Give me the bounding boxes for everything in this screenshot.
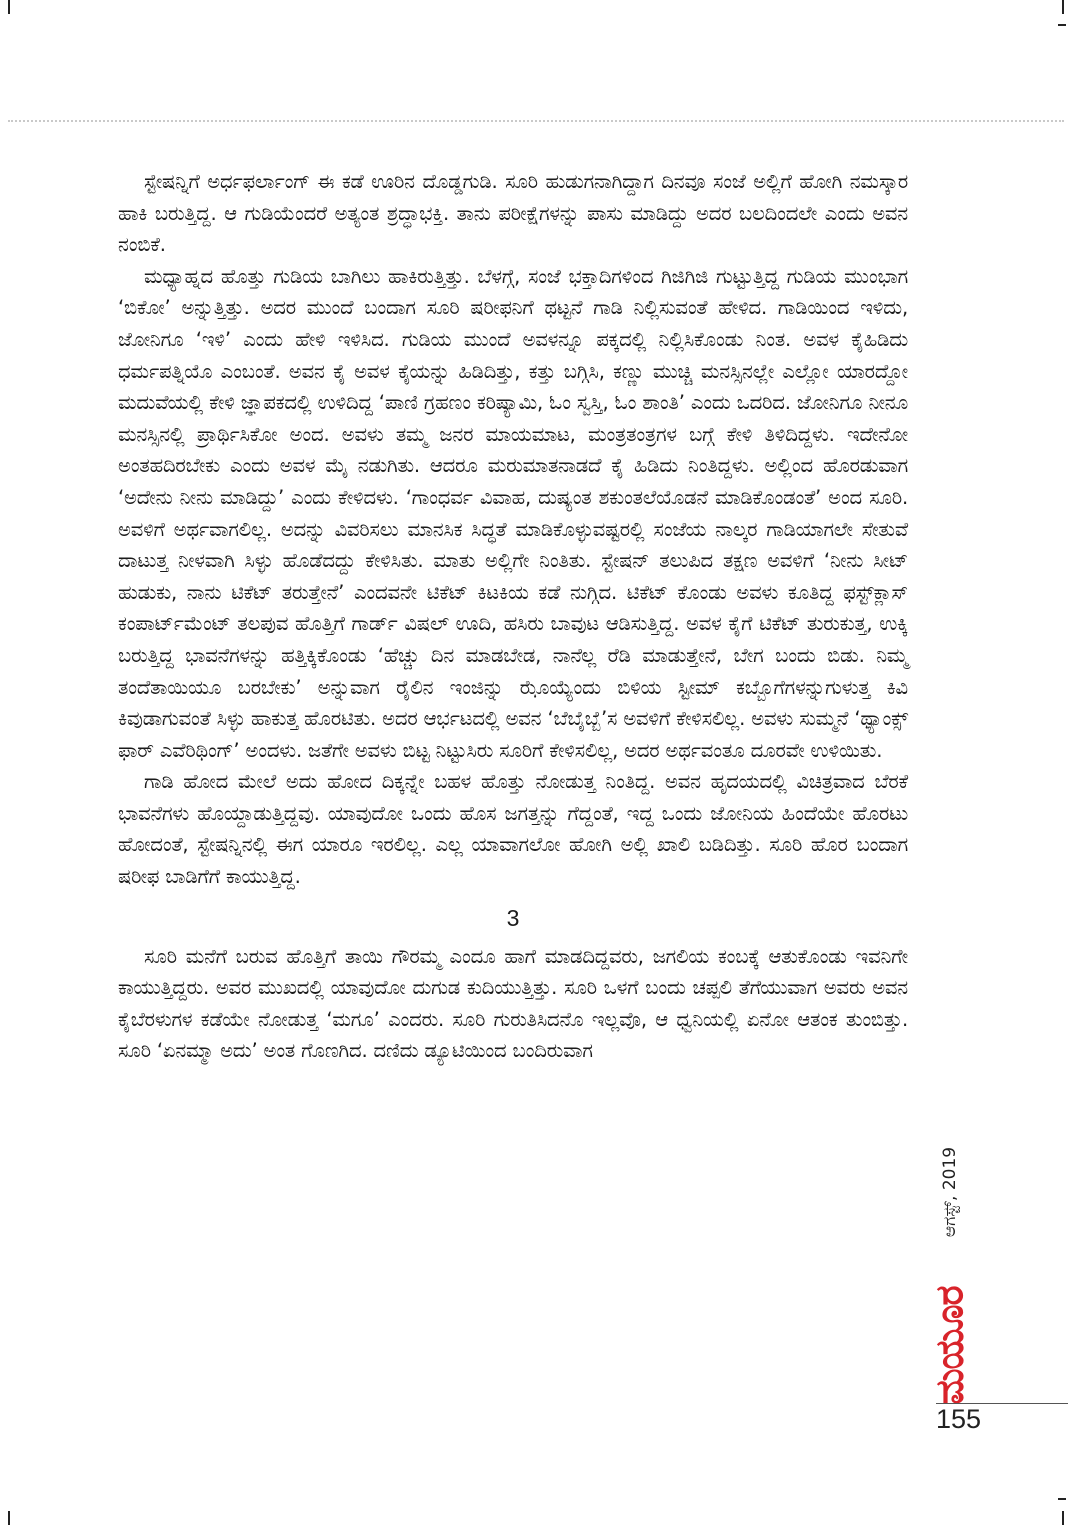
issue-date <box>920 1112 980 1272</box>
section-number: 3 <box>506 904 520 931</box>
magazine-logo-text: ಮಯೂರ <box>927 1285 972 1405</box>
crop-mark-right-lower <box>1058 1498 1066 1500</box>
crop-mark-bottom-left <box>8 1511 10 1525</box>
magazine-logo <box>918 1285 982 1405</box>
crop-mark-bottom-right <box>1062 1511 1064 1525</box>
crop-mark-top-left <box>8 0 10 14</box>
crop-mark-right-upper <box>1058 24 1066 26</box>
paragraph: ಸ್ಟೇಷನ್ನಿಗೆ ಅರ್ಧಫರ್ಲಾಂಗ್ ಈ ಕಡೆ ಊರಿನ ದೊಡ್ಡಗುಡಿ. ಸೂರಿ ಹುಡುಗನಾಗಿದ್ದಾಗ ದಿನವೂ ಸಂಜೆ ಅಲ್ಲಿಗೆ ಹೋಗಿ ನಮಸ್ಕಾರ ಹಾಕಿ ಬರುತ್ತಿದ್ದ. ಆ ಗುಡಿಯೆಂದರೆ ಅತ್ಯಂತ ಶ್ರದ್ಧಾಭಕ್ತಿ. ತಾನು ಪರೀಕ್ಷೆಗಳನ್ನು ಪಾಸು ಮಾಡಿದ್ದು ಅದರ ಬಲದಿಂದಲೇ ಎಂದು ಅವನ ನಂಬಿಕೆ. <box>118 170 908 257</box>
paragraph: ಮಧ್ಯಾಹ್ನದ ಹೊತ್ತು ಗುಡಿಯ ಬಾಗಿಲು ಹಾಕಿರುತ್ತಿತ್ತು. ಬೆಳಗ್ಗೆ, ಸಂಜೆ ಭಕ್ತಾದಿಗಳಿಂದ ಗಿಜಿಗಿಜಿ ಗುಟ್ಟುತ್ತಿದ್ದ ಗುಡಿಯ ಮುಂಭಾಗ ‘ಬಿಕೋ’ ಅನ್ನುತ್ತಿತ್ತು. ಅದರ ಮುಂದೆ ಬಂದಾಗ ಸೂರಿ ಷರೀಫನಿಗೆ ಥಟ್ಟನೆ ಗಾಡಿ ನಿಲ್ಲಿಸುವಂತೆ ಹೇಳಿದ. ಗಾಡಿಯಿಂದ ಇಳಿದು, ಜೋನಿಗೂ ‘ಇಳಿ’ ಎಂದು ಹೇಳಿ ಇಳಿಸಿದ. ಗುಡಿಯ ಮುಂದೆ ಅವಳನ್ನೂ ಪಕ್ಕದಲ್ಲಿ ನಿಲ್ಲಿಸಿಕೊಂಡು ನಿಂತ. ಅವಳ ಕೈಹಿಡಿದು ಧರ್ಮಪತ್ನಿಯೊ ಎಂಬಂತೆ. ಅವನ ಕೈ ಅವಳ ಕೈಯನ್ನು ಹಿಡಿದಿತ್ತು, ಕತ್ತು ಬಗ್ಗಿಸಿ, ಕಣ್ಣು ಮುಚ್ಚಿ ಮನಸ್ಸಿನಲ್ಲೇ ಎಲ್ಲೋ ಯಾರದ್ದೋ ಮದುವೆಯಲ್ಲಿ ಕೇಳಿ ಜ್ಞಾಪಕದಲ್ಲಿ ಉಳಿದಿದ್ದ ‘ಪಾಣಿ ಗ್ರಹಣಂ ಕರಿಷ್ಯಾಮಿ, ಓಂ ಸ್ವಸ್ತಿ, ಓಂ ಶಾಂತಿ’ ಎಂದು ಒದರಿದ. ಜೋನಿಗೂ ನೀನೂ ಮನಸ್ಸಿನಲ್ಲಿ ಪ್ರಾರ್ಥಿಸಿಕೋ ಅಂದ. ಅವಳು ತಮ್ಮ ಜನರ ಮಾಯಮಾಟ, ಮಂತ್ರತಂತ್ರಗಳ ಬಗ್ಗೆ ಕೇಳಿ ತಿಳಿದಿದ್ದಳು. ಇದೇನೋ ಅಂತಹದಿರಬೇಕು ಎಂದು ಅವಳ ಮೈ ನಡುಗಿತು. ಆದರೂ ಮರುಮಾತನಾಡದೆ ಕೈ ಹಿಡಿದು ನಿಂತಿದ್ದಳು. ಅಲ್ಲಿಂದ ಹೊರಡುವಾಗ ‘ಅದೇನು ನೀನು ಮಾಡಿದ್ದು’ ಎಂದು ಕೇಳಿದಳು. ‘ಗಾಂಧರ್ವ ವಿವಾಹ, ದುಷ್ಯಂತ ಶಕುಂತಲೆಯೊಡನೆ ಮಾಡಿಕೊಂಡಂತೆ’ ಅಂದ ಸೂರಿ. ಅವಳಿಗೆ ಅರ್ಥವಾಗಲಿಲ್ಲ. ಅದನ್ನು ವಿವರಿಸಲು ಮಾನಸಿಕ ಸಿದ್ಧತೆ ಮಾಡಿಕೊಳ್ಳುವಷ್ಟರಲ್ಲಿ ಸಂಜೆಯ ನಾಲ್ಕರ ಗಾಡಿಯಾಗಲೇ ಸೇತುವೆ ದಾಟುತ್ತ ನೀಳವಾಗಿ ಸಿಳ್ಳು ಹೊಡೆದದ್ದು ಕೇಳಿಸಿತು. ಮಾತು ಅಲ್ಲಿಗೇ ನಿಂತಿತು. ಸ್ಟೇಷನ್ ತಲುಪಿದ ತಕ್ಷಣ ಅವಳಿಗೆ ‘ನೀನು ಸೀಟ್ ಹುಡುಕು, ನಾನು ಟಿಕೆಟ್ ತರುತ್ತೇನೆ’ ಎಂದವನೇ ಟಿಕೆಟ್ ಕಿಟಕಿಯ ಕಡೆ ನುಗ್ಗಿದ. ಟಿಕೆಟ್ ಕೊಂಡು ಅವಳು ಕೂತಿದ್ದ ಫಸ್ಟ್‌ಕ್ಲಾಸ್ ಕಂಪಾರ್ಟ್‌ಮೆಂಟ್ ತಲಪುವ ಹೊತ್ತಿಗೆ ಗಾರ್ಡ್ ವಿಷಲ್ ಊದಿ, ಹಸಿರು ಬಾವುಟ ಆಡಿಸುತ್ತಿದ್ದ. ಅವಳ ಕೈಗೆ ಟಿಕೆಟ್ ತುರುಕುತ್ತ, ಉಕ್ಕಿ ಬರುತ್ತಿದ್ದ ಭಾವನೆಗಳನ್ನು ಹತ್ತಿಕ್ಕಿಕೊಂಡು ‘ಹೆಚ್ಚು ದಿನ ಮಾಡಬೇಡ, ನಾನೆಲ್ಲ ರೆಡಿ ಮಾಡುತ್ತೇನೆ, ಬೇಗ ಬಂದು ಬಿಡು. ನಿಮ್ಮ ತಂದೆತಾಯಿಯೂ ಬರಬೇಕು’ ಅನ್ನುವಾಗ ರೈಲಿನ ಇಂಜಿನ್ನು ಝೊಯ್ಯೆಂದು ಬಿಳಿಯ ಸ್ಟೀಮ್ ಕಬ್ಬೊಗೆಗಳನ್ನುಗುಳುತ್ತ ಕಿವಿ ಕಿವುಡಾಗುವಂತೆ ಸಿಳ್ಳು ಹಾಕುತ್ತ ಹೊರಟಿತು. ಅದರ ಆರ್ಭಟದಲ್ಲಿ ಅವನ ‘ಬೆಬೈಬ್ಬೆ’ಸ ಅವಳಿಗೆ ಕೇಳಿಸಲಿಲ್ಲ. ಅವಳು ಸುಮ್ಮನೆ ‘ಥ್ಯಾಂಕ್ಸ್ ಫಾರ್ ಎವೆರಿಥಿಂಗ್’ ಅಂದಳು. ಜತೆಗೇ ಅವಳು ಬಿಟ್ಟ ನಿಟ್ಟುಸಿರು ಸೂರಿಗೆ ಕೇಳಿಸಲಿಲ್ಲ, ಅದರ ಅರ್ಥವಂತೂ ದೂರವೇ ಉಳಿಯಿತು. <box>118 264 908 762</box>
header-dotted-rule <box>8 120 1064 122</box>
page-number: 155 <box>936 1404 982 1434</box>
article-body <box>118 166 908 1067</box>
paragraph: ಗಾಡಿ ಹೋದ ಮೇಲೆ ಅದು ಹೋದ ದಿಕ್ಕನ್ನೇ ಬಹಳ ಹೊತ್ತು ನೋಡುತ್ತ ನಿಂತಿದ್ದ. ಅವನ ಹೃದಯದಲ್ಲಿ ವಿಚಿತ್ರವಾದ ಬೆರಕೆ ಭಾವನೆಗಳು ಹೊಯ್ದಾಡುತ್ತಿದ್ದವು. ಯಾವುದೋ ಒಂದು ಹೊಸ ಜಗತ್ತನ್ನು ಗೆದ್ದಂತೆ, ಇದ್ದ ಒಂದು ಜೋನಿಯ ಹಿಂದೆಯೇ ಹೊರಟು ಹೋದಂತೆ, ಸ್ಟೇಷನ್ನಿನಲ್ಲಿ ಈಗ ಯಾರೂ ಇರಲಿಲ್ಲ. ಎಲ್ಲ ಯಾವಾಗಲೋ ಹೋಗಿ ಅಲ್ಲಿ ಖಾಲಿ ಬಡಿದಿತ್ತು. ಸೂರಿ ಹೊರ ಬಂದಾಗ ಷರೀಫ ಬಾಡಿಗೆಗೆ ಕಾಯುತ್ತಿದ್ದ. <box>118 770 908 889</box>
issue-date-text: ಆಗಸ್ಟ್, 2019 <box>940 1146 960 1238</box>
paragraph: ಸೂರಿ ಮನೆಗೆ ಬರುವ ಹೊತ್ತಿಗೆ ತಾಯಿ ಗೌರಮ್ಮ ಎಂದೂ ಹಾಗೆ ಮಾಡದಿದ್ದವರು, ಜಗಲಿಯ ಕಂಬಕ್ಕೆ ಆತುಕೊಂಡು ಇವನಿಗೇ ಕಾಯುತ್ತಿದ್ದರು. ಅವರ ಮುಖದಲ್ಲಿ ಯಾವುದೋ ದುಗುಡ ಕುದಿಯುತ್ತಿತ್ತು. ಸೂರಿ ಒಳಗೆ ಬಂದು ಚಪ್ಪಲಿ ತೆಗೆಯುವಾಗ ಅವರು ಅವನ ಕೈಬೆರಳುಗಳ ಕಡೆಯೇ ನೋಡುತ್ತ ‘ಮಗೂ’ ಎಂದರು. ಸೂರಿ ಗುರುತಿಸಿದನೊ ಇಲ್ಲವೊ, ಆ ಧ್ವನಿಯಲ್ಲಿ ಏನೋ ಆತಂಕ ತುಂಬಿತ್ತು. ಸೂರಿ ‘ಏನಮ್ಮಾ ಅದು’ ಅಂತ ಗೊಣಗಿದ. ದಣಿದು ಡ್ಯೂಟಿಯಿಂದ ಬಂದಿರುವಾಗ <box>118 944 908 1063</box>
crop-mark-top-right <box>1062 0 1064 14</box>
